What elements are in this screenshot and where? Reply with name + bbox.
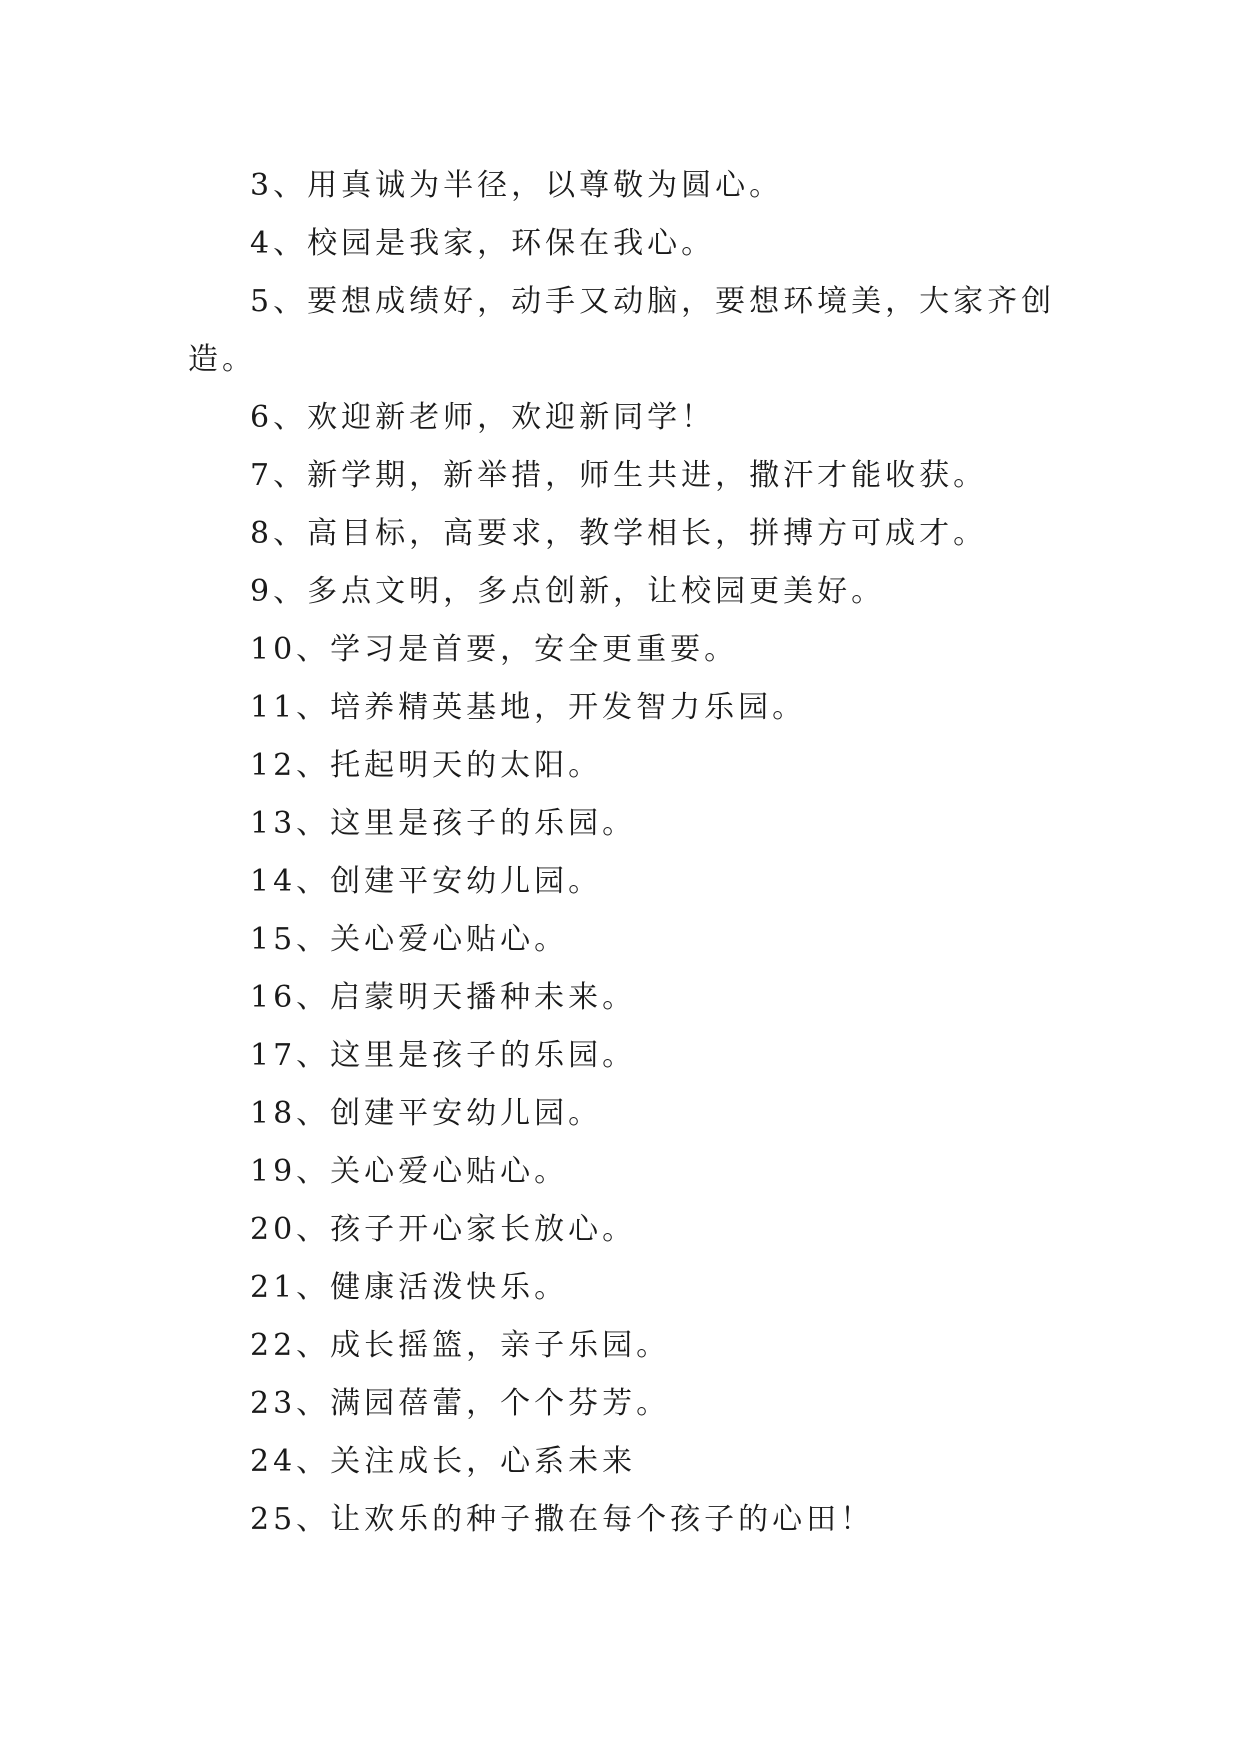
paragraph-3: 3、用真诚为半径，以尊敬为圆心。 xyxy=(250,168,784,203)
paragraph-12: 12、托起明天的太阳。 xyxy=(250,748,603,783)
paragraph-16: 16、启蒙明天播种未来。 xyxy=(250,980,637,1015)
paragraph-25: 25、让欢乐的种子撒在每个孩子的心田！ xyxy=(250,1502,875,1537)
paragraph-11: 11、培养精英基地，开发智力乐园。 xyxy=(250,690,807,725)
paragraph-22: 22、成长摇篮，亲子乐园。 xyxy=(250,1328,671,1363)
paragraph-10: 10、学习是首要，安全更重要。 xyxy=(250,632,739,667)
paragraph-24: 24、关注成长，心系未来 xyxy=(250,1444,637,1479)
paragraph-14: 14、创建平安幼儿园。 xyxy=(250,864,603,899)
paragraph-20: 20、孩子开心家长放心。 xyxy=(250,1212,637,1247)
paragraph-18: 18、创建平安幼儿园。 xyxy=(250,1096,603,1131)
paragraph-8: 8、高目标，高要求，教学相长，拼搏方可成才。 xyxy=(250,516,988,551)
paragraph-17: 17、这里是孩子的乐园。 xyxy=(250,1038,637,1073)
paragraph-6: 6、欢迎新老师，欢迎新同学！ xyxy=(250,400,716,435)
paragraph-19: 19、关心爱心贴心。 xyxy=(250,1154,569,1189)
paragraph-15: 15、关心爱心贴心。 xyxy=(250,922,569,957)
paragraph-21: 21、健康活泼快乐。 xyxy=(250,1270,569,1305)
paragraph-23: 23、满园蓓蕾，个个芬芳。 xyxy=(250,1386,671,1421)
document-body xyxy=(188,157,1058,1549)
paragraph-9: 9、多点文明，多点创新，让校园更美好。 xyxy=(250,574,886,609)
paragraph-13: 13、这里是孩子的乐园。 xyxy=(250,806,637,841)
paragraph-4: 4、校园是我家，环保在我心。 xyxy=(250,226,716,261)
paragraph-7: 7、新学期，新举措，师生共进，撒汗才能收获。 xyxy=(250,458,988,493)
paragraph-5: 5、要想成绩好，动手又动脑，要想环境美，大家齐创造。 xyxy=(188,284,1056,377)
